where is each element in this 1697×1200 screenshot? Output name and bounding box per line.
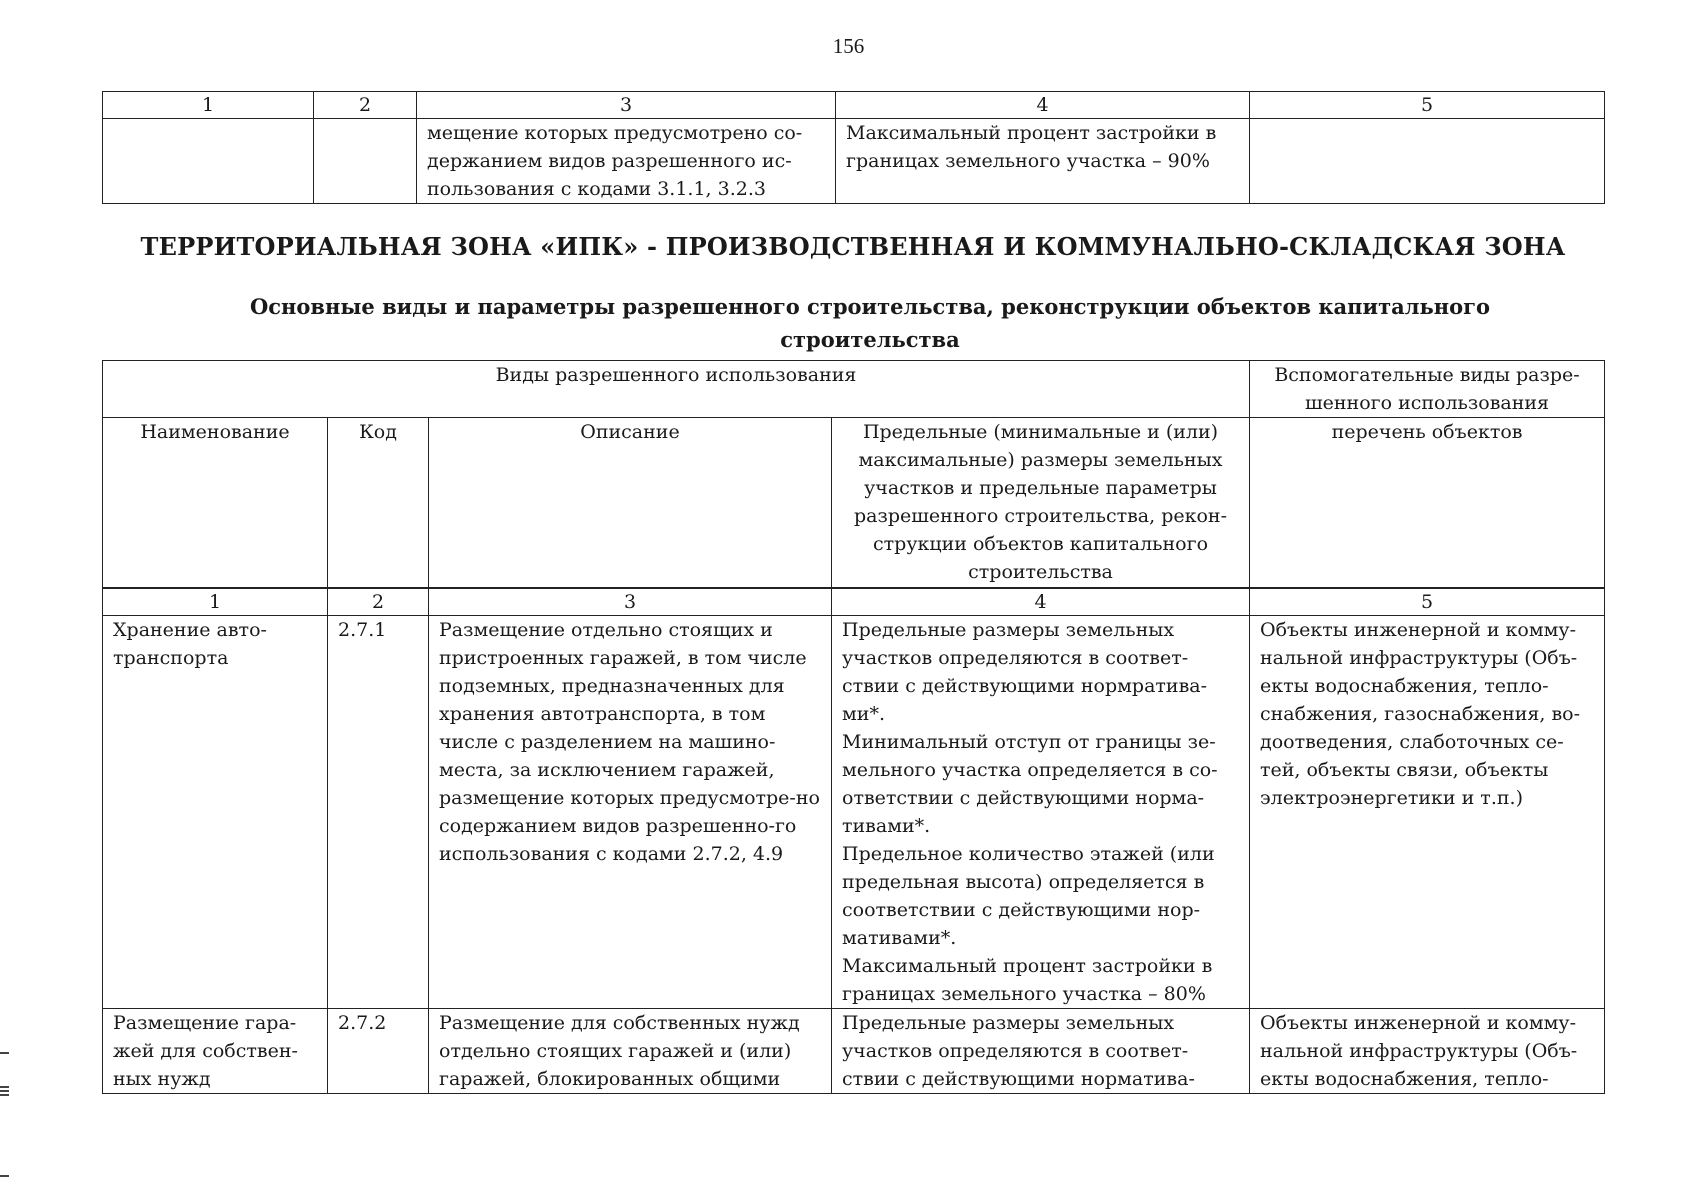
cell-description: Размещение для собственных нужд отдельно стоящих гаражей и (или) гаражей, блокированных общими xyxy=(429,1009,832,1094)
cell-name: Хранение авто-транспорта xyxy=(103,616,328,1009)
table-row xyxy=(103,119,1605,204)
cell-code xyxy=(314,119,417,204)
scan-margin-marks xyxy=(0,1030,10,1180)
group-header-permitted: Виды разрешенного использования xyxy=(103,361,1250,418)
cell-description: мещение которых предусмотрено со-держанием видов разрешенного ис-пользования с кодами 3.1.1, 3.2.3 xyxy=(417,119,836,204)
col-number: 5 xyxy=(1250,92,1605,119)
column-number-row xyxy=(103,589,1605,616)
cell-code: 2.7.1 xyxy=(328,616,429,1009)
continuation-table xyxy=(102,91,1605,204)
cell-auxiliary xyxy=(1250,119,1605,204)
cell-description: Размещение отдельно стоящих и пристроенных гаражей, в том числе подземных, предназначенных для хранения автотранспорта, в том числе с разделением на машино-места, за исключением гаражей, размещение которых предусмотре-но содержанием видов разрешенно-го использования с кодами 2.7.2, 4.9 xyxy=(429,616,832,1009)
col-number: 2 xyxy=(314,92,417,119)
cell-code: 2.7.2 xyxy=(328,1009,429,1094)
cell-name xyxy=(103,119,314,204)
header-table xyxy=(102,360,1605,588)
header-params: Предельные (минимальные и (или) максимальные) размеры земельных участков и предельные параметры разрешенного строительства, рекон-струкции объектов капитального строительства xyxy=(832,418,1250,588)
col-number: 1 xyxy=(103,589,328,616)
section-title: Основные виды и параметры разрешенного строительства, реконструкции объектов капитального строительства xyxy=(249,294,1491,352)
col-number: 1 xyxy=(103,92,314,119)
col-number: 3 xyxy=(417,92,836,119)
cell-auxiliary: Объекты инженерной и комму-нальной инфраструктуры (Объ-екты водоснабжения, тепло- xyxy=(1250,1009,1605,1094)
col-number: 4 xyxy=(832,589,1250,616)
group-header-row xyxy=(103,361,1605,418)
cell-name: Размещение гара-жей для собствен-ных нужд xyxy=(103,1009,328,1094)
group-header-auxiliary: Вспомогательные виды разре-шенного использования xyxy=(1250,361,1605,418)
zone-title: ТЕРРИТОРИАЛЬНАЯ ЗОНА «ИПК» - ПРОИЗВОДСТВЕННАЯ И КОММУНАЛЬНО-СКЛАДСКАЯ ЗОНА xyxy=(140,232,1566,261)
header-auxiliary: перечень объектов xyxy=(1250,418,1605,588)
col-number: 4 xyxy=(836,92,1250,119)
col-number: 3 xyxy=(429,589,832,616)
col-number: 2 xyxy=(328,589,429,616)
header-description: Описание xyxy=(429,418,832,588)
header-code: Код xyxy=(328,418,429,588)
cell-params: Максимальный процент застройки в границах земельного участка – 90% xyxy=(836,119,1250,204)
header-name: Наименование xyxy=(103,418,328,588)
page-number: 156 xyxy=(832,34,865,58)
table-row xyxy=(103,1009,1605,1094)
data-table xyxy=(102,588,1605,1094)
col-number: 5 xyxy=(1250,589,1605,616)
cell-auxiliary: Объекты инженерной и комму-нальной инфраструктуры (Объ-екты водоснабжения, тепло-снабжения, газоснабжения, во-доотведения, слаботочных се-тей, объекты связи, объекты электроэнергетики и т.п.) xyxy=(1250,616,1605,1009)
cell-params: Предельные размеры земельных участков определяются в соответ-ствии с действующими нормратива-ми*. Минимальный отступ от границы зе-мельного участка определяется в со-ответствии с действующими норма-тивами*. Предельное количество этажей (или предельная высота) определяется в соответствии с действующими нор-мативами*. Максимальный процент застройки в границах земельного участка – 80% xyxy=(832,616,1250,1009)
column-number-row xyxy=(103,92,1605,119)
table-row xyxy=(103,616,1605,1009)
cell-params: Предельные размеры земельных участков определяются в соответ-ствии с действующими норматива- xyxy=(832,1009,1250,1094)
header-row xyxy=(103,418,1605,588)
